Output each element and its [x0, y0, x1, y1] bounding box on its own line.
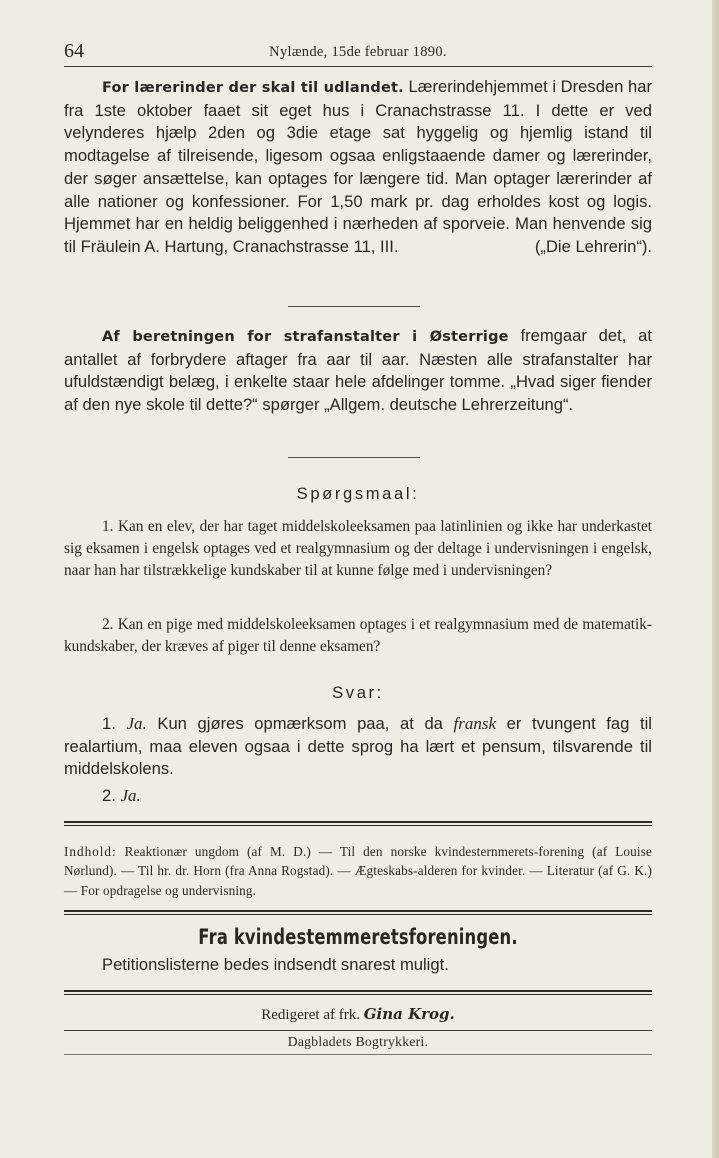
contents-text: Reaktionær ungdom (af M. D.) — Til den norske kvindesternmerets-forening (af Louise Nørlund). — Til hr. dr. Horn (fra Anna Rogstad). — Ægteskabs-alderen for kvinder. — Literatur (af G. K.) — For opdragelse og undervisning. [64, 844, 652, 898]
question-2: 2. Kan en pige med middelskoleeksamen optages i et realgymnasium med de matematik-kundskaber, der kræves af piger til denne eksamen? [64, 616, 652, 656]
page-edge [712, 0, 719, 1158]
answer-2 [102, 785, 302, 808]
answer-1-text-b: er tvungent fag til realartium, maa eleven ogsaa i dette sprog ha lært et pensum, tilsvarende til middelskolens. [64, 714, 652, 779]
article-prisons [64, 325, 652, 417]
table-of-contents [64, 842, 652, 900]
double-rule [64, 910, 652, 915]
answer-2-number: 2. [102, 786, 116, 805]
article-teachers-abroad-heading: For lærerinder der skal til udlandet. [102, 80, 404, 96]
issue-title: Nylænde, 15de februar 1890. [269, 44, 447, 60]
answer-1 [64, 713, 652, 781]
association-heading: Fra kvindestemmeretsforeningen. [198, 925, 518, 949]
section-divider [288, 457, 420, 458]
page-number: 64 [64, 40, 84, 62]
article-teachers-abroad [64, 76, 652, 259]
article-prisons-body: fremgaar det, at antallet af forbrydere aftager fra aar til aar. Næsten alle strafanstalter har ufuldstændigt belæg, i enkelte staar hele afdelinger tomme. „Hvad siger fiender af den nye skole til dette?“ spørger „Allgem. deutsche Lehrerzeitung“. [64, 326, 652, 415]
answer-1-ja: Ja. [126, 714, 147, 733]
answer-2-ja: Ja. [120, 786, 141, 805]
question-1: 1. Kan en elev, der har taget middelskoleeksamen paa latinlinien og ikke har underkastet sig eksamen i engelsk optages ved et realgymnasium og der deltage i undervisningen i engelsk, naar han har tilstrækkelige kundskaber til at kunne følge med i undervisningen? [64, 518, 652, 580]
contents-label: Indhold: [64, 844, 117, 859]
article-source: („Die Lehrerin“). [534, 236, 652, 256]
association-notice: Petitionslisterne bedes indsendt snarest muligt. [102, 955, 449, 974]
answer-1-fransk: fransk [453, 714, 497, 733]
section-divider [288, 306, 420, 307]
editor-line [64, 1005, 652, 1024]
double-rule [64, 821, 652, 826]
answer-1-number: 1. [102, 714, 116, 733]
double-rule [64, 990, 652, 995]
printer-line: Dagbladets Bogtrykkeri. [287, 1034, 429, 1049]
article-teachers-abroad-body: Lærerindehjemmet i Dresden har fra 1ste oktober faaet sit eget hus i Cranachstrasse 11. I dette er ved velynderes hjælp 2den og 3die etage sat hyggelig og hjemlig istand til modtagelse af tilreisende, ligesom ogsaa enligstaaende damer og lærerinder, der søger ansættelse, kan optages for længere tid. Man optager lærerinder af alle nationer og konfessioner. For 1,50 mark pr. dag erholdes kost og logis. Hjemmet har en heldig beliggenhed i nærheden af sporveie. Man henvende sig til Fräulein A. Hartung, Cranachstrasse 11, III. [64, 77, 652, 256]
answers-heading: Svar: [332, 683, 384, 702]
header-rule [64, 66, 652, 67]
article-prisons-heading: Af beretningen for strafanstalter i Østerrige [102, 329, 509, 345]
page-header [64, 40, 652, 64]
editor-name: Gina Krog. [363, 1005, 455, 1023]
footer-rule [64, 1054, 652, 1055]
footer-rule [64, 1030, 652, 1031]
editor-prefix: Redigeret af frk. [261, 1007, 360, 1023]
answer-1-text-a: Kun gjøres opmærksom paa, at da [146, 714, 454, 733]
questions-heading: Spørgsmaal: [296, 484, 420, 503]
